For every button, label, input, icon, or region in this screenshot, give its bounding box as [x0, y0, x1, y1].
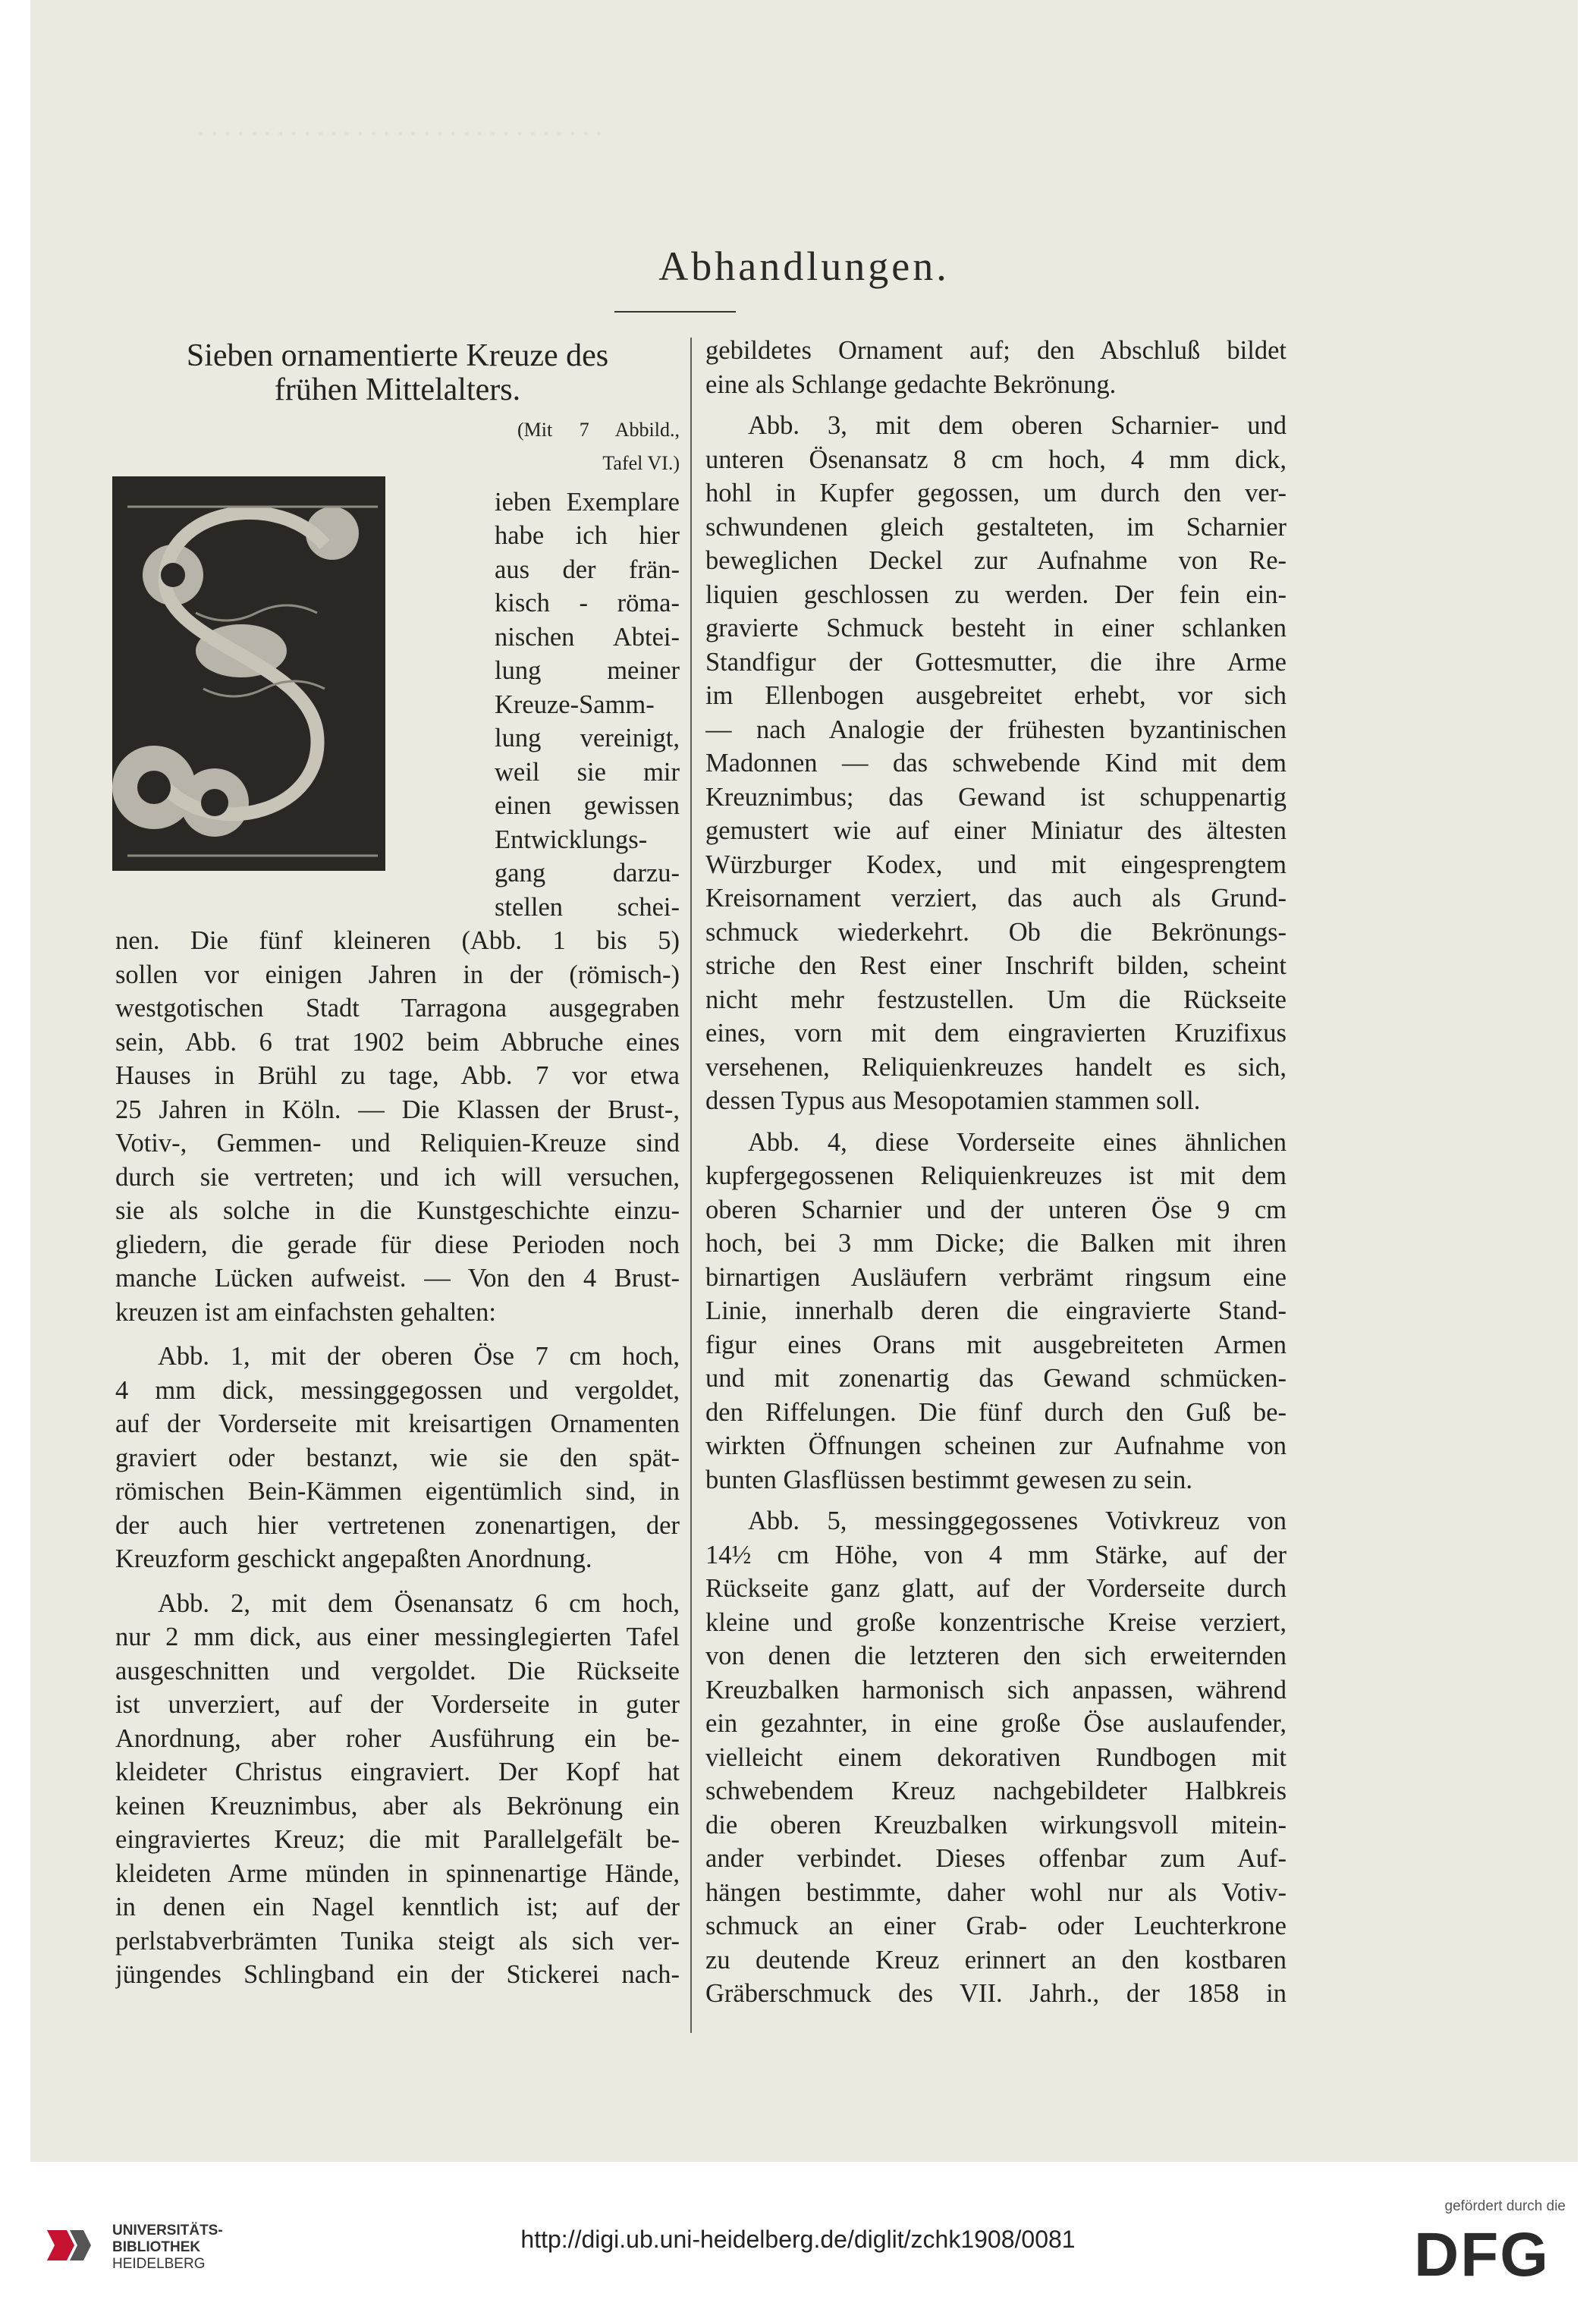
text-line: westgotischen Stadt Tarragona ausgegraben — [115, 994, 680, 1023]
text-line: nen. Die fünf kleineren (Abb. 1 bis 5) — [115, 926, 680, 955]
text-line: eingraviertes Kreuz; die mit Parallelgefält be- — [115, 1825, 680, 1854]
text-line: aus der frän- — [495, 555, 680, 584]
library-name-line-2: BIBLIOTHEK — [112, 2239, 201, 2255]
text-line: bunten Glasflüssen bestimmt gewesen zu sein. — [705, 1465, 1192, 1494]
text-line: Madonnen — das schwebende Kind mit dem — [705, 749, 1287, 778]
text-line: graviert oder bestanzt, wie sie den spät- — [115, 1443, 680, 1472]
text-line: Kreuznimbus; das Gewand ist schuppenartig — [705, 782, 1287, 812]
text-line: Gräberschmuck des VII. Jahrh., der 1858 in — [705, 1979, 1287, 2008]
text-line: nur 2 mm dick, aus einer messinglegierten Tafel — [115, 1623, 680, 1651]
title-rule — [614, 311, 736, 313]
text-line: hoch, bei 3 mm Dicke; die Balken mit ihren — [705, 1229, 1287, 1258]
text-line: liquien geschlossen zu werden. Der fein ein- — [705, 580, 1287, 609]
text-line: Entwicklungs- — [495, 825, 648, 854]
text-line: gebildetes Ornament auf; den Abschluß bildet — [705, 336, 1287, 365]
text-line: Abb. 3, mit dem oberen Scharnier- und — [748, 411, 1287, 440]
text-line: auf der Vorderseite mit kreisartigen Ornamenten — [115, 1409, 680, 1438]
text-line: von denen die letzteren den sich erweiternden — [705, 1642, 1287, 1670]
text-line: keinen Kreuznimbus, aber als Bekrönung ein — [115, 1791, 680, 1821]
text-line: kleideter Christus eingraviert. Der Kopf hat — [115, 1758, 680, 1786]
text-line: 14½ cm Höhe, von 4 mm Stärke, auf der — [705, 1540, 1287, 1569]
text-line: dessen Typus aus Mesopotamien stammen soll. — [705, 1086, 1201, 1115]
text-line: gemustert wie auf einer Miniatur des ältesten — [705, 816, 1287, 845]
text-line: hängen bestimmte, daher wohl nur als Votiv- — [705, 1877, 1287, 1907]
text-line: Abb. 1, mit der oberen Öse 7 cm hoch, — [158, 1342, 680, 1371]
text-line: kleideten Arme münden in spinnenartige Hände, — [115, 1858, 680, 1888]
text-line: ieben Exemplare — [495, 487, 680, 517]
figure-note-line-1: (Mit 7 Abbild., — [517, 418, 680, 441]
text-line: habe ich hier — [495, 521, 680, 550]
text-line: stellen schei- — [495, 892, 680, 922]
text-line: jüngendes Schlingband ein der Stickerei nach- — [115, 1960, 680, 1989]
text-line: Abb. 5, messinggegossenes Votivkreuz von — [748, 1506, 1287, 1535]
text-line: ist unverziert, auf der Vorderseite in guter — [115, 1690, 680, 1719]
funded-by-label: gefördert durch die — [1444, 2198, 1566, 2214]
document-permalink[interactable]: http://digi.ub.uni-heidelberg.de/diglit/zchk1908/0081 — [520, 2226, 1076, 2253]
section-title: Abhandlungen. — [658, 243, 950, 289]
text-line: zu deutende Kreuz erinnert an den kostbaren — [705, 1945, 1287, 1975]
text-line: schmuck an einer Grab- oder Leuchterkrone — [705, 1912, 1287, 1940]
library-name-line-1: UNIVERSITÄTS- — [112, 2223, 223, 2238]
text-line: schmuck wiederkehrt. Ob die Bekrönungs- — [705, 917, 1287, 947]
text-line: weil sie mir — [495, 757, 680, 787]
text-line: schwebendem Kreuz nachgebildeter Halbkreis — [705, 1777, 1287, 1805]
scanned-page — [30, 0, 1578, 2162]
text-line: Kreuzbalken harmonisch sich anpassen, während — [705, 1675, 1287, 1704]
text-line: lung meiner — [495, 656, 680, 685]
text-line: lung vereinigt, — [495, 724, 680, 752]
text-line: Linie, innerhalb deren die eingravierte Stand- — [705, 1296, 1287, 1325]
text-line: gang darzu- — [495, 859, 680, 888]
text-line: Abb. 2, mit dem Ösenansatz 6 cm hoch, — [158, 1588, 680, 1618]
text-line: durch sie vertreten; und ich will versuchen, — [115, 1162, 680, 1192]
left-column — [115, 334, 680, 1992]
text-line: einen gewissen — [495, 791, 680, 820]
text-line: und mit zonenartig das Gewand schmücken- — [705, 1364, 1287, 1393]
text-line: birnartigen Ausläufern verbrämt ringsum eine — [705, 1262, 1287, 1292]
figure-note-line-2: Tafel VI.) — [602, 452, 680, 474]
text-line: römischen Bein-Kämmen eigentümlich sind, in — [115, 1477, 680, 1506]
text-line: figur eines Orans mit ausgebreiteten Armen — [705, 1330, 1287, 1359]
text-line: im Ellenbogen ausgebreitet erhebt, vor sich — [705, 681, 1287, 710]
text-line: kupfergegossenen Reliquienkreuzes ist mit dem — [705, 1161, 1287, 1190]
text-line: manche Lücken aufweist. — Von den 4 Brust- — [115, 1264, 680, 1293]
text-line: unteren Ösenansatz 8 cm hoch, 4 mm dick, — [705, 445, 1287, 474]
text-line: Kreuze-Samm- — [495, 690, 655, 719]
text-line: wirkten Öffnungen scheinen zur Aufnahme von — [705, 1431, 1287, 1460]
text-line: Abb. 4, diese Vorderseite eines ähnlichen — [748, 1127, 1287, 1157]
text-line: Anordnung, aber roher Ausführung ein be- — [115, 1723, 680, 1753]
text-line: kreuzen ist am einfachsten gehalten: — [115, 1297, 496, 1327]
text-line: Rückseite ganz glatt, auf der Vorderseite durch — [705, 1574, 1287, 1603]
text-line: Kreuzform geschickt angepaßten Anordnung. — [115, 1544, 592, 1573]
text-line: Würzburger Kodex, und mit eingesprengtem — [705, 850, 1287, 879]
text-line: sie als solche in die Kunstgeschichte einzu- — [115, 1196, 680, 1225]
right-column — [705, 334, 1287, 2011]
text-line: 4 mm dick, messinggegossen und vergoldet, — [115, 1375, 680, 1405]
text-line: der auch hier vertretenen zonenartigen, der — [115, 1510, 680, 1540]
article-title-line-1: Sieben ornamentierte Kreuze des — [186, 338, 609, 369]
text-line: kisch - röma- — [495, 589, 680, 617]
text-line: Standfigur der Gottesmutter, die ihre Arme — [705, 647, 1287, 677]
text-line: sein, Abb. 6 trat 1902 beim Abbruche eines — [115, 1027, 680, 1057]
text-line: 25 Jahren in Köln. — Die Klassen der Brust-, — [115, 1095, 680, 1124]
text-line: schwundenen gleich gestalteten, im Scharnier — [705, 512, 1287, 542]
text-line: kleine und große konzentrische Kreise verziert, — [705, 1607, 1287, 1637]
column-divider — [690, 338, 692, 2033]
library-name-line-3: HEIDELBERG — [112, 2256, 206, 2272]
text-line: Kreisornament verziert, das auch als Grund- — [705, 884, 1287, 913]
text-line: ander verbindet. Dieses offenbar zum Auf- — [705, 1844, 1287, 1873]
text-line: eines, vorn mit dem eingravierten Kruzifixus — [705, 1019, 1287, 1048]
text-line: hohl in Kupfer gegossen, um durch den ver- — [705, 479, 1287, 507]
text-line: — nach Analogie der frühesten byzantinischen — [705, 715, 1287, 744]
text-line: nischen Abtei- — [495, 622, 680, 652]
text-line: sollen vor einigen Jahren in der (römisch-) — [115, 960, 680, 989]
text-line: in denen ein Nagel kenntlich ist; auf der — [115, 1893, 680, 1921]
text-line: versehenen, Reliquienkreuzes handelt es sich, — [705, 1052, 1287, 1082]
text-line: gravierte Schmuck besteht in einer schlanken — [705, 614, 1287, 642]
text-line: beweglichen Deckel zur Aufnahme von Re- — [705, 546, 1287, 575]
text-line: vielleicht einem dekorativen Rundbogen mit — [705, 1742, 1287, 1772]
text-line: ein gezahnter, in eine große Öse auslaufender, — [705, 1709, 1287, 1738]
text-line: eine als Schlange gedachte Bekrönung. — [705, 369, 1117, 399]
dfg-logo-text: DFG — [1414, 2223, 1550, 2283]
text-line: perlstabverbrämten Tunika steigt als sich ver- — [115, 1926, 680, 1956]
text-line: Hauses in Brühl zu tage, Abb. 7 vor etwa — [115, 1061, 680, 1090]
text-line: striche den Rest einer Inschrift bilden, scheint — [705, 951, 1287, 980]
text-line: Votiv-, Gemmen- und Reliquien-Kreuze sind — [115, 1129, 680, 1158]
text-line: die oberen Kreuzbalken wirkungsvoll mitein- — [705, 1810, 1287, 1839]
text-line: ausgeschnitten und vergoldet. Die Rückseite — [115, 1656, 680, 1686]
text-line: nicht mehr festzustellen. Um die Rückseite — [705, 985, 1287, 1014]
dfg-logo-icon[interactable] — [1409, 2223, 1569, 2283]
text-line: gliedern, die gerade für diese Perioden noch — [115, 1230, 680, 1259]
text-line: den Riffelungen. Die fünf durch den Guß be- — [705, 1397, 1287, 1427]
article-title-line-2: frühen Mittelalters. — [274, 372, 521, 407]
text-line: oberen Scharnier und der unteren Öse 9 cm — [705, 1195, 1287, 1224]
show-through-text: · · · · · · · · · · · · · · · · · · · · · · · · · · · · · · · — [197, 121, 603, 146]
